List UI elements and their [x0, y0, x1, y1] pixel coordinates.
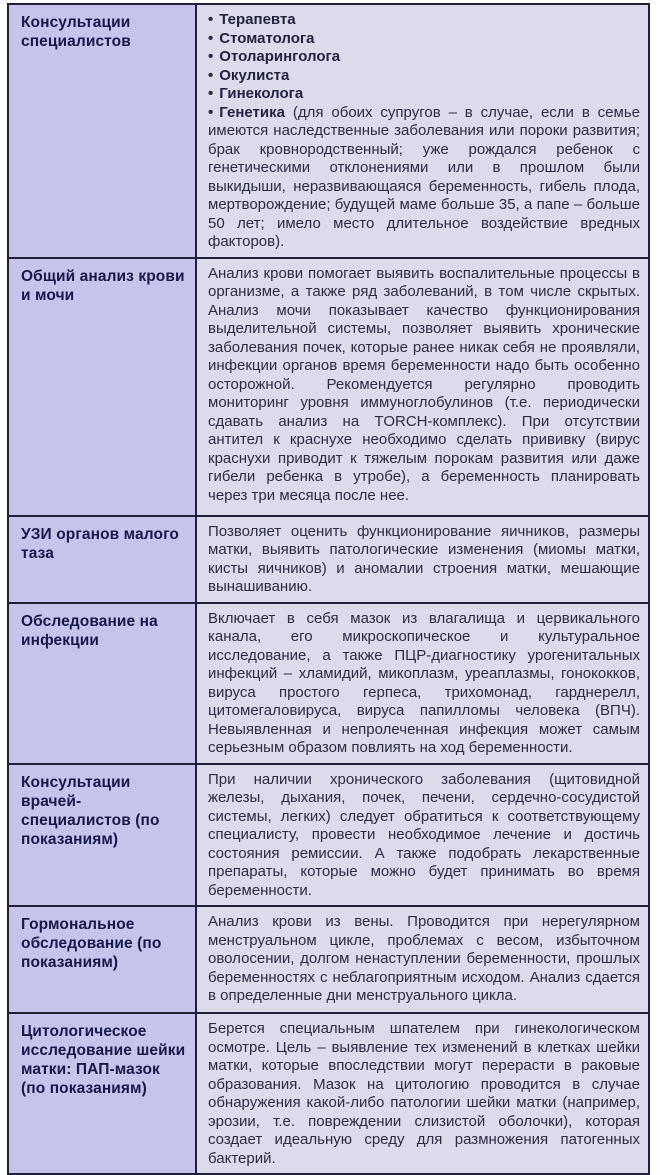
row-header-cell: [8, 1013, 196, 1174]
table-row: [8, 603, 649, 764]
row-body-text: Берется специальным шпателем при гинекологическом осмотре. Цель – выявление тех изменений в клетках шейки матки, которые впоследствии могут перерасти в раковые образования. Мазок на цитологию проводится в случае обнаружения какой-либо патологии шейки матки (например, эрозии, т.е. повреждении слизистой оболочки), которая создает идеальную среду для размножения патогенных бактерий.: [208, 1020, 640, 1167]
list-item: [208, 48, 640, 67]
bullet-icon: •: [208, 85, 214, 102]
row-body-text: Позволяет оценить функционирование яичников, размеры матки, выявить патологические изменения (миомы матки, кисты яичников) и аномалии строения матки, мешающие вынашиванию.: [208, 522, 640, 595]
row-header-cell: [8, 906, 196, 1013]
table-row: [8, 258, 649, 516]
table-row: [8, 1013, 649, 1174]
bullet-icon: •: [208, 103, 214, 121]
row-body-text: При наличии хронического заболевания (щитовидной железы, дыхания, почек, печени, сердечно-сосудистой системы, легких) следует обратиться к соответствующему специалисту, провести необходимое лечение и достичь состояния ремиссии. А также подобрать лекарственные препараты, которые можно будет принимать во время беременности.: [208, 770, 640, 899]
checkup-table: [7, 3, 650, 1175]
bullet-icon: •: [208, 66, 214, 84]
row-header-text: Гормональное обследование (по показаниям): [21, 916, 162, 971]
row-header-cell: [8, 603, 196, 764]
bullet-icon: •: [208, 11, 214, 28]
table-row: [8, 4, 649, 258]
row-header-text: Консультации врачей-специалистов (по показаниям): [21, 773, 160, 848]
row-body-cell: [196, 4, 649, 258]
row-header-text: Цитологическое исследование шейки матки: ПАП-мазок (по показаниям): [21, 1023, 186, 1097]
specialist-name: Терапевта: [219, 11, 296, 28]
list-item: [208, 85, 640, 104]
row-header-text: Консультации специалистов: [21, 14, 131, 50]
table-row: [8, 906, 649, 1013]
row-header-cell: [8, 516, 196, 603]
specialist-name: Гинеколога: [219, 85, 304, 102]
row-header-cell: [8, 258, 196, 516]
row-header-text: УЗИ органов малого таза: [21, 525, 179, 562]
specialist-name: Генетика: [219, 103, 285, 121]
row-header-text: Обследование на инфекции: [21, 612, 158, 649]
specialist-name: Отоларинголога: [219, 48, 341, 65]
row-header-cell: [8, 4, 196, 258]
list-item: [208, 67, 640, 86]
row-body-cell: [196, 603, 649, 764]
table-row: [8, 764, 649, 907]
row-body-cell: [196, 516, 649, 603]
row-body-cell: [196, 764, 649, 907]
row-body-text: Анализ крови помогает выявить воспалительные процессы в организме, а также ряд заболеваний, в том числе скрытых. Анализ мочи показывает качество функционирования выделительной системы, позволяет выявить хронические заболевания почек, которые ранее никак себя не проявляли, инфекции органов время беременности надо быть особенно осторожной. Рекомендуется регулярно проводить мониторинг уровня иммуноглобулинов (т.е. периодически сдавать анализ на TORCH-комплекс). При отсутствии антител к краснухе необходимо сделать прививку (вирус краснухи приводит к тяжелым порокам развития или даже гибели ребенка в утробе), а беременность планировать через три месяца после нее.: [208, 264, 640, 504]
row-body-text: Включает в себя мазок из влагалища и цервикального канала, его микроскопическое и культуральное исследование, а также ПЦР-диагностику урогенитальных инфекций – хламидий, микоплазм, уреаплазмы, гонококков, вируса простого герпеса, трихомонад, гарднерелл, цитомегаловируса, вируса папилломы человека (ВПЧ). Невыявленная и непролеченная инфекция может самым серьезным образом повлиять на ход беременности.: [208, 609, 640, 756]
list-item: [208, 104, 640, 252]
row-header-cell: [8, 764, 196, 907]
specialist-name: Стоматолога: [219, 29, 315, 47]
row-body-cell: [196, 258, 649, 516]
row-body-cell: [196, 1013, 649, 1174]
bullet-icon: •: [208, 48, 214, 65]
list-item: [208, 30, 640, 49]
specialist-name: Окулиста: [219, 66, 290, 84]
row-header-text: Общий анализ крови и мочи: [21, 267, 185, 304]
list-item: [208, 11, 640, 30]
table-row: [8, 516, 649, 603]
bullet-text: (для обоих супругов – в случае, если в семье имеются наследственные заболевания или пороки развития; брак кровнородственный; уже рождался ребенок с генетическими отклонениями или в прошлом были выкидыши, неразвивающаяся беременность, гибель плода, мертворождение; будущей маме больше 35, а папе – больше 50 лет; имело место длительное воздействие вредных факторов).: [208, 103, 640, 250]
row-body-text: Анализ крови из вены. Проводится при нерегулярном менструальном цикле, проблемах с весом, избыточном оволосении, долгом ненаступлении беременности, прошлых беременностях с неблагоприятным исходом. Анализ сдается в определенные дни менструального цикла.: [208, 913, 640, 1004]
row-body-cell: [196, 906, 649, 1013]
bullet-icon: •: [208, 29, 214, 47]
